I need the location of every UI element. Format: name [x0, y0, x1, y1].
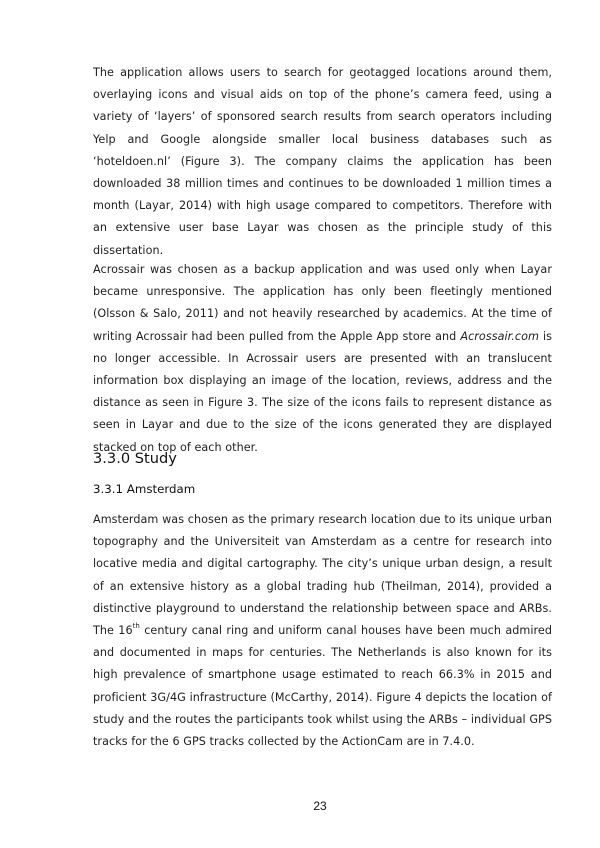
- acrossair-site-name: Acrossair.com: [460, 329, 539, 343]
- paragraph-layar-overview: The application allows users to search for geotagged locations around them, overlaying icons and visual aids on top of the phone’s camera feed, using a variety of ‘layers’ of sponsored search results from search operators including Yelp and Google alongside smaller local business databases such as ‘hoteldoen.nl’ (Figure 3). The company claims the application has been downloaded 38 million times and continues to be downloaded 1 million times a month (Layar, 2014) with high usage compared to competitors. Therefore with an extensive user base Layar was chosen as the principle study of this dissertation.: [93, 66, 552, 257]
- paragraph-acrossair: [93, 259, 552, 459]
- ordinal-superscript: th: [132, 622, 140, 631]
- subsection-heading-amsterdam: 3.3.1 Amsterdam: [93, 482, 196, 496]
- paragraph-acrossair-text-2: is no longer accessible. In Acrossair users are presented with an translucent information box displaying an image of the location, reviews, address and the distance as seen in Figure 3. The size of the icons fails to represent distance as seen in Layar and due to the size of the icons generated they are displayed stacked on top of each other.: [93, 329, 552, 454]
- section-heading-study: 3.3.0 Study: [93, 450, 177, 467]
- page-number: 23: [313, 799, 327, 813]
- paragraph-amsterdam-text-1: Amsterdam was chosen as the primary research location due to its unique urban topography and the Universiteit van Amsterdam as a centre for research into locative media and digital cartography. The city’s unique urban design, a result of an extensive history as a global trading hub (Theilman, 2014), provided a distinctive playground to understand the relationship between space and ARBs. The 16: [93, 513, 552, 638]
- paragraph-amsterdam-text-2: century canal ring and uniform canal houses have been much admired and documented in maps for centuries. The Netherlands is also known for its high prevalence of smartphone usage estimated to reach 66.3% in 2015 and proficient 3G/4G infrastructure (McCarthy, 2014). Figure 4 depicts the location of study and the routes the participants took whilst using the ARBs – individual GPS tracks for the 6 GPS tracks collected by the ActionCam are in 7.4.0.: [93, 624, 552, 749]
- paragraph-acrossair-text-1: Acrossair was chosen as a backup application and was used only when Layar became unresponsive. The application has only been fleetingly mentioned (Olsson & Salo, 2011) and not heavily researched by academics. At the time of writing Acrossair had been pulled from the Apple App store and: [93, 263, 552, 343]
- paragraph-amsterdam: [93, 509, 552, 753]
